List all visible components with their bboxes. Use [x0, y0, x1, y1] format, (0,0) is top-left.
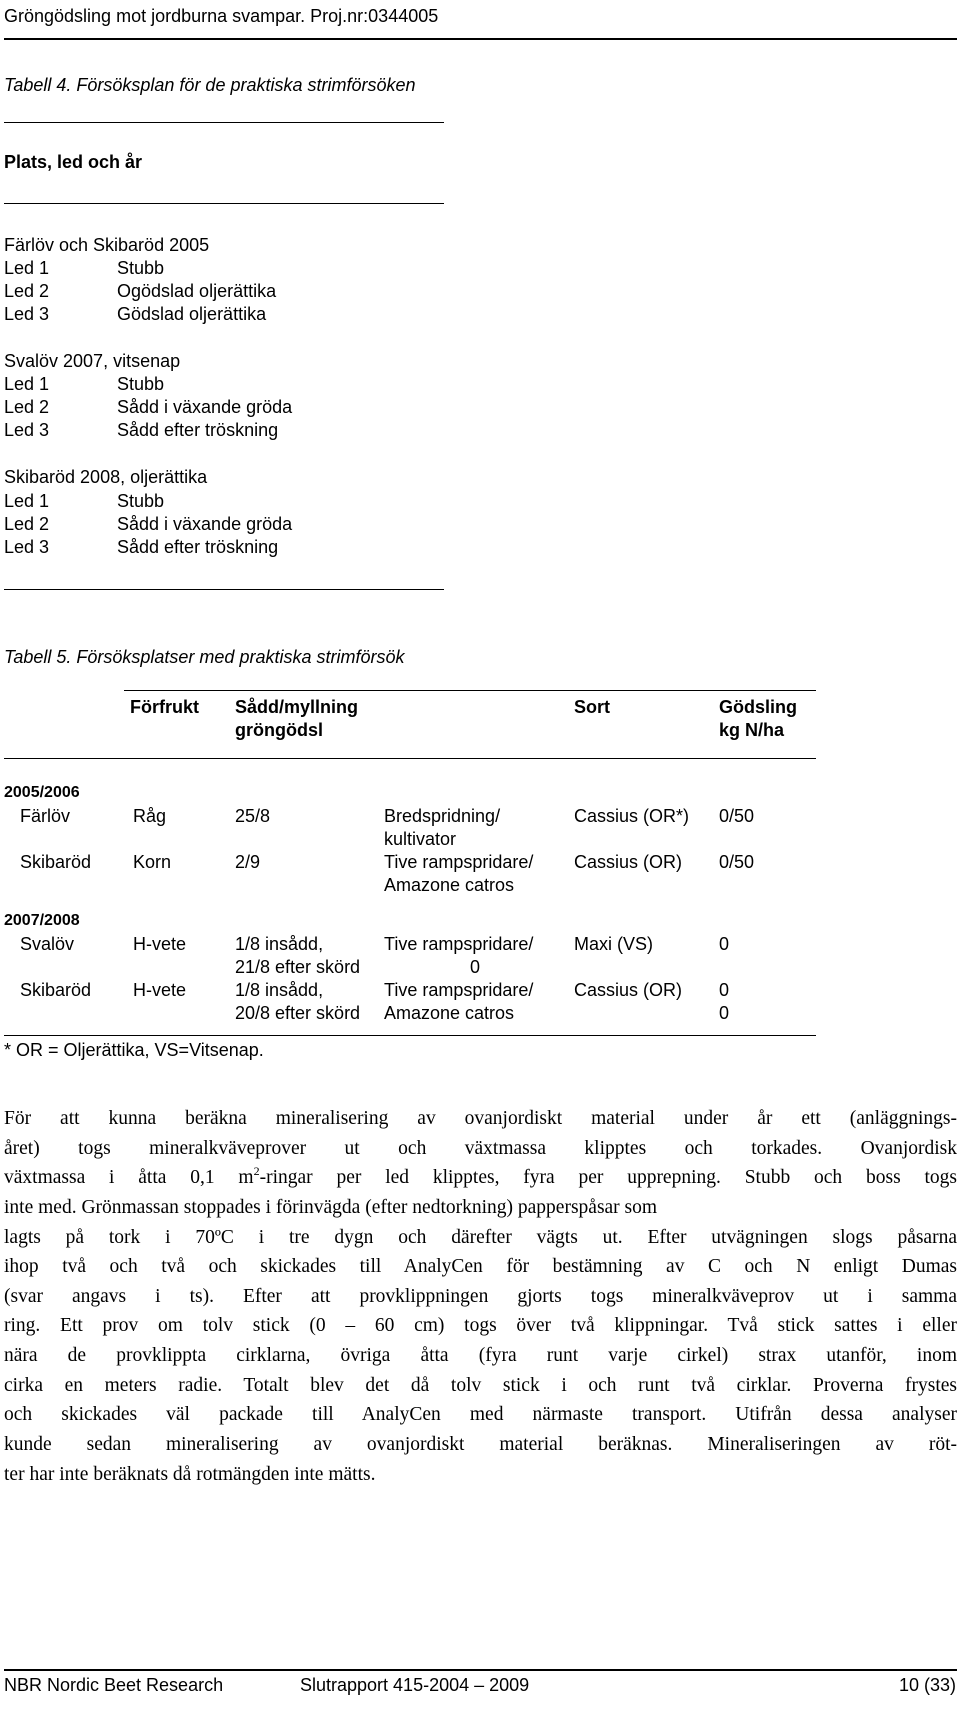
cell-plats: Färlöv	[20, 806, 71, 826]
group-title: Svalöv 2007, vitsenap	[4, 351, 181, 371]
led-description: Ogödslad oljerättika	[117, 281, 277, 301]
cell-forfrukt: Råg	[133, 806, 167, 826]
cell-forfrukt: Korn	[133, 852, 172, 872]
col-header-sadd-line1: Sådd/myllning	[235, 697, 359, 717]
col-header-sort: Sort	[574, 697, 610, 717]
paragraph-line: nära de provklippta cirklarna, övriga åtta (fyra runt varje cirkel) strax utanför, inom	[4, 1345, 957, 1366]
cell-plats: Skibaröd	[20, 852, 92, 872]
cell-sort: Maxi (VS)	[574, 934, 654, 954]
col-header-sadd-line2: gröngödsl	[235, 720, 323, 740]
footer-center: Slutrapport 415-2004 – 2009	[300, 1675, 530, 1695]
cell-datum: 2/9	[235, 852, 261, 872]
led-label: Led 1	[4, 258, 50, 278]
led-label: Led 2	[4, 281, 50, 301]
paragraph-line-start: växtmassa i åtta 0,1 m	[4, 1167, 254, 1188]
paragraph-line: ter har inte beräknats då rotmängden inte mätts.	[4, 1464, 376, 1485]
tabell5-bottom-rule	[4, 1035, 816, 1036]
cell-metod: Tive rampspridare/	[384, 934, 534, 954]
led-label: Led 1	[4, 374, 50, 394]
led-description: Sådd efter tröskning	[117, 537, 279, 557]
led-description: Stubb	[117, 491, 165, 511]
col-header-godsling-line2: kg N/ha	[719, 720, 785, 740]
cell-datum-line2: 21/8 efter skörd	[235, 957, 361, 977]
page-header-title: Gröngödsling mot jordburna svampar. Proj.nr:0344005	[4, 6, 439, 26]
paragraph-line: och skickades väl packade till AnalyCen med närmaste transport. Utifrån dessa analyser	[4, 1404, 957, 1425]
paragraph-line: inte med. Grönmassan stoppades i förinvägda (efter nedtorkning) papperspåsar som	[4, 1197, 658, 1218]
cell-forfrukt: H-vete	[133, 980, 187, 1000]
cell-godsling: 0	[719, 934, 730, 954]
paragraph-line-end: -ringar per led klipptes, fyra per upprepning. Stubb och boss togs	[259, 1167, 957, 1188]
footer-rule	[4, 1669, 957, 1671]
cell-datum: 25/8	[235, 806, 271, 826]
header-rule	[4, 38, 957, 40]
led-label: Led 2	[4, 397, 50, 417]
cell-godsling: 0	[719, 980, 730, 1000]
col-header-forfrukt: Förfrukt	[130, 697, 199, 717]
cell-sort: Cassius (OR)	[574, 852, 683, 872]
tabell4-caption: Tabell 4. Försöksplan för de praktiska strimförsöken	[4, 75, 416, 95]
tabell5-top-rule	[124, 690, 816, 691]
cell-godsling-line2: 0	[719, 1003, 730, 1023]
led-label: Led 3	[4, 420, 50, 440]
tabell4-mid-rule	[4, 203, 444, 204]
tabell4-bottom-rule	[4, 589, 444, 590]
group-title: Skibaröd 2008, oljerättika	[4, 467, 208, 487]
led-label: Led 1	[4, 491, 50, 511]
tabell4-heading: Plats, led och år	[4, 152, 143, 172]
tabell5-header-rule	[4, 758, 816, 759]
col-header-godsling-line1: Gödsling	[719, 697, 797, 717]
cell-metod: Tive rampspridare/	[384, 980, 534, 1000]
paragraph-line: För att kunna beräkna mineralisering av ovanjordiskt material under år ett (anläggnings-	[4, 1108, 957, 1129]
led-label: Led 3	[4, 304, 50, 324]
cell-datum: 1/8 insådd,	[235, 934, 324, 954]
led-description: Sådd i växande gröda	[117, 397, 293, 417]
superscript-2: 2	[253, 1163, 260, 1178]
section-year: 2005/2006	[4, 784, 80, 801]
led-label: Led 3	[4, 537, 50, 557]
cell-plats: Skibaröd	[20, 980, 92, 1000]
cell-metod: Tive rampspridare/	[384, 852, 534, 872]
cell-metod-line2: kultivator	[384, 829, 457, 849]
cell-godsling: 0/50	[719, 852, 755, 872]
section-year: 2007/2008	[4, 912, 80, 929]
paragraph-line: ihop två och två och skickades till AnalyCen för bestämning av C och N enligt Dumas	[4, 1256, 957, 1277]
paragraph-line: kunde sedan mineralisering av ovanjordiskt material beräknas. Mineraliseringen av röt-	[4, 1434, 957, 1455]
paragraph-line: cirka en meters radie. Totalt blev det då tolv stick i och runt två cirklar. Proverna frystes	[4, 1375, 957, 1396]
led-description: Sådd efter tröskning	[117, 420, 279, 440]
group-title: Färlöv och Skibaröd 2005	[4, 235, 210, 255]
cell-metod: Bredspridning/	[384, 806, 501, 826]
cell-datum-line2: 20/8 efter skörd	[235, 1003, 361, 1023]
cell-metod-line2: 0	[470, 957, 481, 977]
cell-sort: Cassius (OR)	[574, 980, 683, 1000]
paragraph-line: (svar angavs i ts). Efter att provklippningen gjorts togs mineralkväveprov ut i samma	[4, 1286, 957, 1307]
paragraph-line: ring. Ett prov om tolv stick (0 – 60 cm) togs över två klippningar. Två stick sattes i eller	[4, 1315, 957, 1336]
led-label: Led 2	[4, 514, 50, 534]
tabell5-caption: Tabell 5. Försöksplatser med praktiska strimförsök	[4, 647, 405, 667]
tabell5-footnote: * OR = Oljerättika, VS=Vitsenap.	[4, 1040, 264, 1060]
tabell4-top-rule	[4, 122, 444, 123]
paragraph-line: lagts på tork i 70ºC i tre dygn och därefter vägts ut. Efter utvägningen slogs påsarna	[4, 1227, 957, 1248]
footer-page-number: 10 (33)	[898, 1675, 956, 1695]
cell-godsling: 0/50	[719, 806, 755, 826]
paragraph-line	[4, 1163, 957, 1193]
footer-left: NBR Nordic Beet Research	[4, 1675, 224, 1695]
led-description: Stubb	[117, 258, 165, 278]
cell-datum: 1/8 insådd,	[235, 980, 324, 1000]
cell-forfrukt: H-vete	[133, 934, 187, 954]
cell-metod-line2: Amazone catros	[384, 875, 515, 895]
led-description: Stubb	[117, 374, 165, 394]
cell-plats: Svalöv	[20, 934, 75, 954]
led-description: Sådd i växande gröda	[117, 514, 293, 534]
led-description: Gödslad oljerättika	[117, 304, 267, 324]
cell-metod-line2: Amazone catros	[384, 1003, 515, 1023]
paragraph-line: året) togs mineralkväveprover ut och växtmassa klipptes och torkades. Ovanjordisk	[4, 1138, 957, 1159]
cell-sort: Cassius (OR*)	[574, 806, 690, 826]
